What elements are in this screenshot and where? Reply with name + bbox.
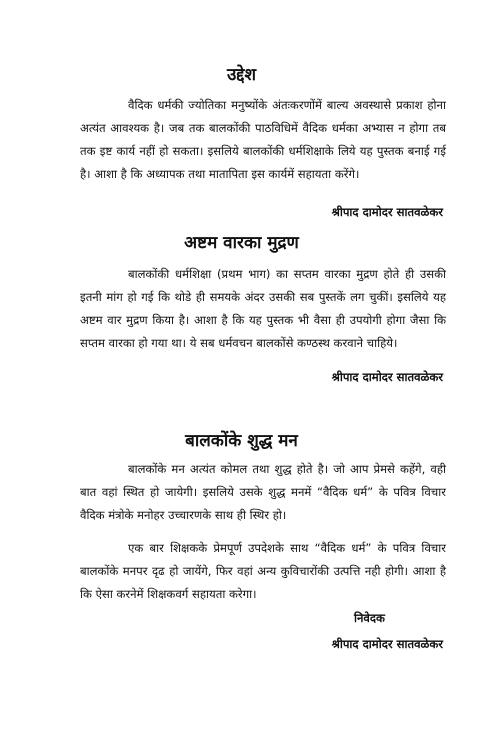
section-paragraph: एक बार शिक्षकके प्रेमपूर्ण उपदेशके साथ “वैदिक धर्म” के पवित्र विचार बालकोंके मनपर दृढ हो जायेंगे, फिर वहां अन्य कुविचारोंकी उत्पत्ति नही होगी। आशा है कि ऐसा करनेमें शिक्षकवर्ग सहायता करेगा।	[80, 541, 446, 601]
author-signature: श्रीपाद दामोदर सातवळेकर	[331, 205, 443, 219]
section-title-ashtam-varka-mudran: अष्टम वारका मुद्रण	[184, 233, 299, 253]
author-signature: श्रीपाद दामोदर सातवळेकर	[331, 637, 443, 651]
section-paragraph: बालकोंके मन अत्यंत कोमल तथा शुद्ध होते है। जो आप प्रेमसे कहेंगे, वही बात वहां स्थित हो जायेगी। इसलिये उसके शुद्ध मनमें “वैदिक धर्म” के पवित्र विचार वैदिक मंत्रोके मनोहर उच्चारणके साथ ही स्थिर हो।	[80, 462, 446, 522]
section-paragraph: वैदिक धर्मकी ज्योतिका मनुष्योंके अंतःकरणोंमें बाल्य अवस्थासे प्रकाश होना अत्यंत आवश्यक है। जब तक बालकोंकी पाठविधिमें वैदिक धर्मका अभ्यास न होगा तब तक इष्ट कार्य नहीं हो सकता। इसलिये बालकोंकी धर्मशिक्षाके लिये यह पुस्तक बनाई गई है। आशा है कि अध्यापक तथा मातापिता इस कार्यमें सहायता करेंगे।	[80, 98, 446, 181]
author-signature: श्रीपाद दामोदर सातवळेकर	[331, 370, 443, 384]
closing-label: निवेदक	[354, 611, 385, 625]
section-paragraph: बालकोंकी धर्मशिक्षा (प्रथम भाग) का सप्तम वारका मुद्रण होते ही उसकी इतनी मांग हो गई कि थोडे ही समयके अंदर उसकी सब पुस्तकें लग चुकीं। इसलिये यह अष्टम वार मुद्रण किया है। आशा है कि यह पुस्तक भी वैसा ही उपयोगी होगा जैसा कि सप्तम वारका हो गया था। ये सब धर्मवचन बालकोंसे कण्ठस्थ करवाने चाहिये।	[80, 267, 446, 350]
section-title-balakon-ke-shuddh-man: बालकोंके शुद्ध मन	[185, 431, 298, 451]
section-title-uddesh: उद्देश	[226, 65, 257, 85]
